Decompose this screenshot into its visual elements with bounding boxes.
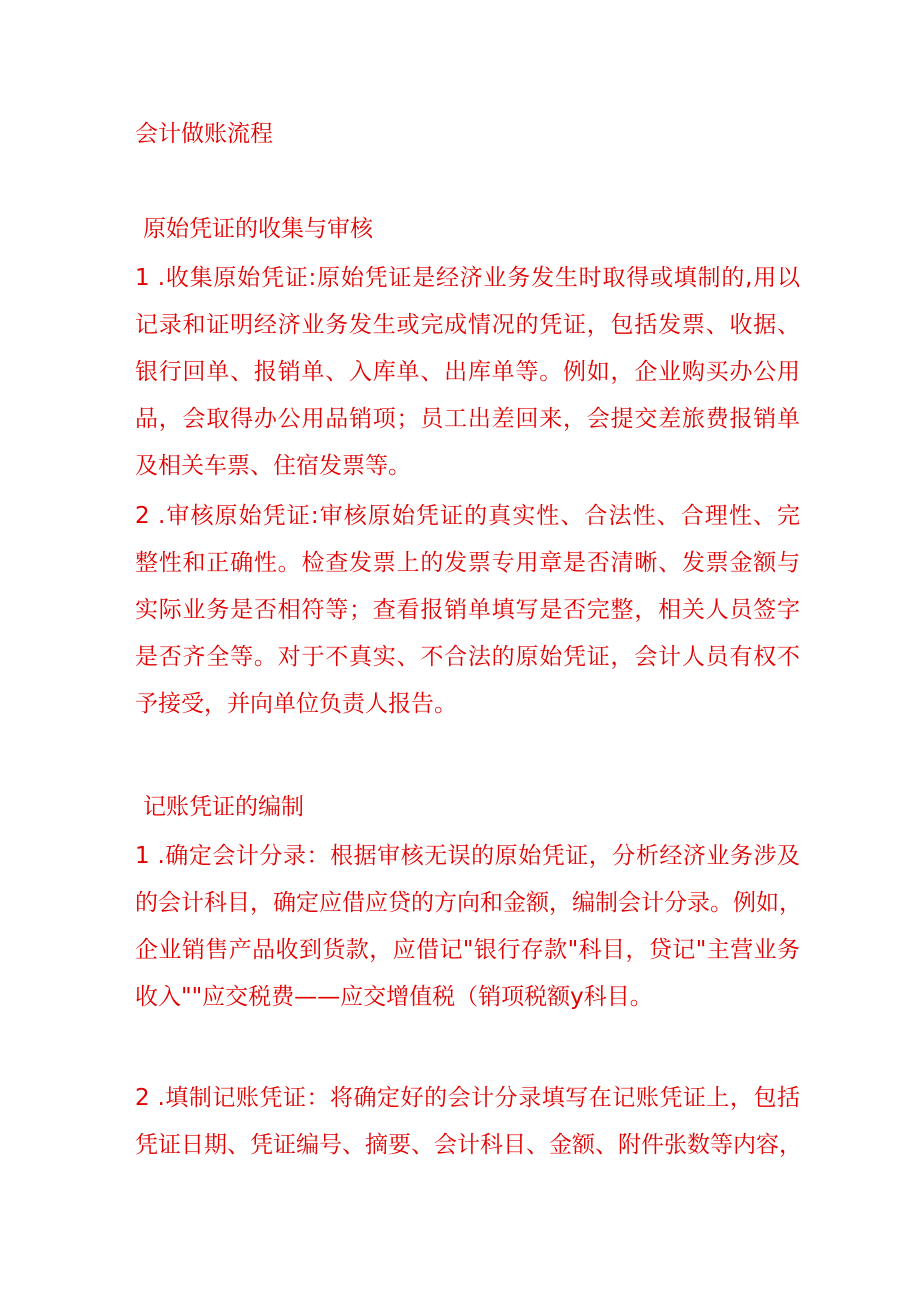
paragraph-line: 予接受，并向单位负责人报告。	[135, 691, 457, 717]
paragraph-line: 的会计科目，确定应借应贷的方向和金额，编制会计分录。例如，	[135, 890, 802, 916]
paragraph-line: 整性和正确性。检查发票上的发票专用章是否清晰、发票金额与	[135, 550, 800, 576]
paragraph-line: 2 .填制记账凭证：将确定好的会计分录填写在记账凭证上，包括	[135, 1085, 800, 1111]
paragraph-line: 银行回单、报销单、入库单、出库单等。例如，企业购买办公用	[135, 359, 800, 385]
paragraph-line: 凭证日期、凭证编号、摘要、会计科目、金额、附件张数等内容，	[135, 1132, 802, 1158]
paragraph-line: 1 .收集原始凭证:原始凭证是经济业务发生时取得或填制的,用以	[135, 265, 800, 291]
paragraph-line: 记录和证明经济业务发生或完成情况的凭证，包括发票、收据、	[135, 312, 800, 338]
paragraph-fill-vouchers	[135, 1075, 800, 1169]
paragraph-collect-vouchers	[135, 255, 800, 490]
paragraph-line: 1 .确定会计分录：根据审核无误的原始凭证，分析经济业务涉及	[135, 843, 800, 869]
section-heading-original-vouchers: 原始凭证的收集与审核	[143, 216, 373, 242]
section-heading-bookkeeping-vouchers: 记账凭证的编制	[143, 794, 304, 820]
paragraph-accounting-entries	[135, 833, 800, 1021]
paragraph-line: 品，会取得办公用品销项；员工出差回来，会提交差旅费报销单	[135, 406, 800, 432]
paragraph-audit-vouchers	[135, 493, 800, 728]
paragraph-line: 是否齐全等。对于不真实、不合法的原始凭证，会计人员有权不	[135, 644, 800, 670]
document-title: 会计做账流程	[135, 121, 273, 147]
paragraph-line: 及相关车票、住宿发票等。	[135, 453, 411, 479]
paragraph-line: 企业销售产品收到货款，应借记"银行存款"科目，贷记"主营业务	[135, 937, 800, 963]
paragraph-line: 实际业务是否相符等；查看报销单填写是否完整，相关人员签字	[135, 597, 800, 623]
paragraph-line: 2 .审核原始凭证:审核原始凭证的真实性、合法性、合理性、完	[135, 503, 800, 529]
paragraph-line: 收入""应交税费——应交增值税（销项税额y科目。	[135, 984, 653, 1010]
